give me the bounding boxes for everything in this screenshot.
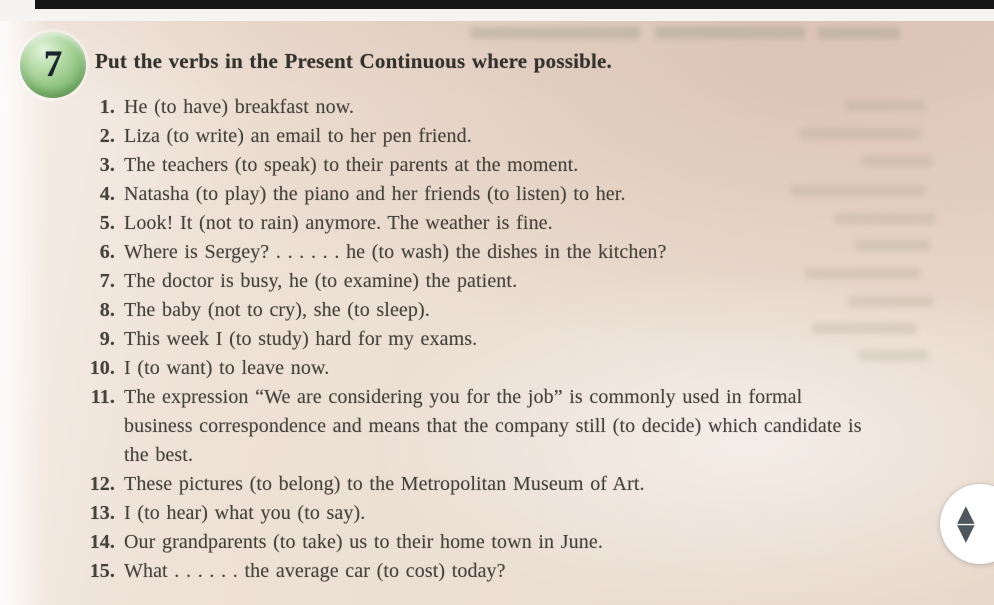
- exercise-item-13: [85, 499, 965, 528]
- item-text: Our grandparents (to take) us to their home town in June.: [124, 531, 603, 553]
- exercise-item-9: [85, 325, 965, 354]
- exercise-item-3: [85, 151, 965, 180]
- bleed-through-smudge: [655, 26, 805, 39]
- exercise-item-2: [85, 122, 965, 151]
- item-number: 15.: [89, 560, 115, 582]
- item-number: 11.: [90, 386, 115, 408]
- exercise-item-11: [85, 383, 965, 470]
- exercise-item-10: [85, 354, 965, 383]
- item-text: Look! It (not to rain) anymore. The weather is fine.: [124, 212, 553, 234]
- bleed-through-smudge: [818, 27, 900, 39]
- item-text: This week I (to study) hard for my exams.: [124, 328, 478, 350]
- item-text: The expression “We are considering you for the job” is commonly used in formal business correspondence and means that the company still (to decide) which candidate is the best.: [124, 386, 862, 466]
- arrow-down-icon: ▼: [957, 520, 975, 546]
- item-text: The doctor is busy, he (to examine) the patient.: [124, 270, 518, 292]
- bleed-through-smudge: [470, 27, 640, 39]
- exercise-number: 7: [43, 43, 63, 85]
- item-text: I (to hear) what you (to say).: [124, 502, 366, 524]
- exercise-item-6: [85, 238, 965, 267]
- exercise-item-list: [85, 93, 965, 586]
- exercise-item-4: [85, 180, 965, 209]
- item-number: 7.: [99, 270, 115, 292]
- exercise-item-15: [85, 557, 965, 586]
- exercise-item-5: [85, 209, 965, 238]
- item-number: 4.: [99, 183, 115, 205]
- exercise-item-1: [85, 93, 965, 122]
- exercise-title: Put the verbs in the Present Continuous where possible.: [95, 49, 613, 73]
- item-text: These pictures (to belong) to the Metropolitan Museum of Art.: [124, 473, 645, 495]
- item-number: 1.: [99, 96, 115, 118]
- item-text: What . . . . . . the average car (to cost) today?: [124, 560, 506, 582]
- item-number: 9.: [99, 328, 115, 350]
- item-text: I (to want) to leave now.: [124, 357, 330, 379]
- item-number: 14.: [89, 531, 115, 553]
- item-text: The teachers (to speak) to their parents at the moment.: [124, 154, 579, 176]
- item-text: Where is Sergey? . . . . . . he (to wash) the dishes in the kitchen?: [124, 241, 667, 263]
- item-number: 2.: [99, 125, 115, 147]
- exercise-item-12: [85, 470, 965, 499]
- exercise-number-badge: [20, 32, 86, 98]
- item-number: 3.: [99, 154, 115, 176]
- item-number: 10.: [89, 357, 115, 379]
- item-number: 13.: [89, 502, 115, 524]
- item-number: 12.: [89, 473, 115, 495]
- item-text: Liza (to write) an email to her pen friend.: [124, 125, 472, 147]
- exercise-item-14: [85, 528, 965, 557]
- item-number: 5.: [99, 212, 115, 234]
- item-number: 8.: [99, 299, 115, 321]
- item-text: The baby (not to cry), she (to sleep).: [124, 299, 430, 321]
- exercise-item-8: [85, 296, 965, 325]
- top-border-bar: [35, 0, 994, 9]
- item-number: 6.: [99, 241, 115, 263]
- scanned-textbook-page: [0, 21, 994, 605]
- item-text: Natasha (to play) the piano and her friends (to listen) to her.: [124, 183, 626, 205]
- arrow-up-icon: ▲: [957, 501, 975, 527]
- exercise-item-7: [85, 267, 965, 296]
- item-text: He (to have) breakfast now.: [124, 96, 355, 118]
